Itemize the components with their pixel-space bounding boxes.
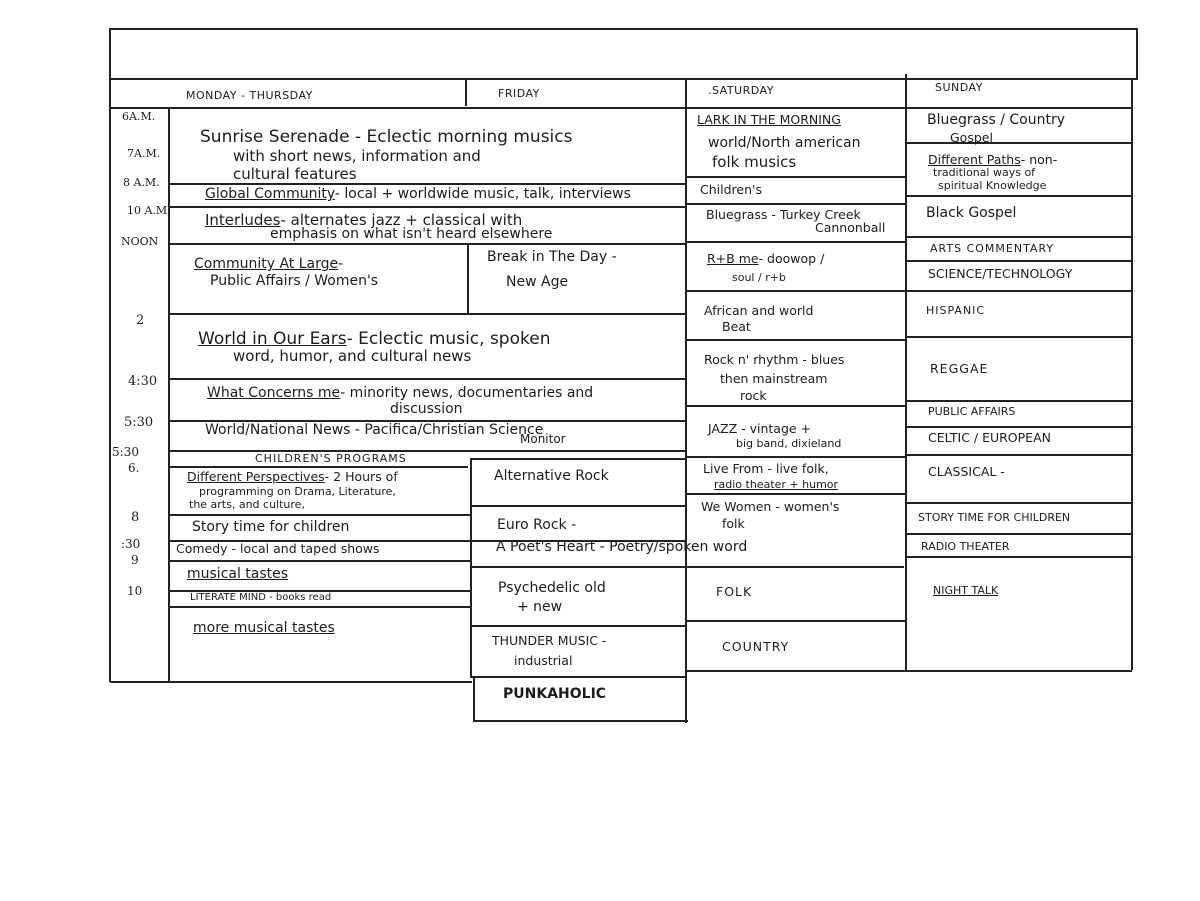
program-radio-theater: RADIO THEATER xyxy=(921,540,1010,553)
program-rock-line3: rock xyxy=(740,388,767,403)
program-folk: FOLK xyxy=(716,584,753,599)
program-hispanic: HISPANIC xyxy=(926,304,986,317)
program-rb-line2: soul / r+b xyxy=(732,271,786,284)
program-rock-n-rhythm: Rock n' rhythm - blues xyxy=(704,352,845,367)
frame-left xyxy=(109,28,111,682)
program-different-paths: Different Paths- non- xyxy=(928,152,1058,167)
frame-right xyxy=(1136,28,1138,78)
program-poets-heart: A Poet's Heart - Poetry/spoken word xyxy=(496,539,748,555)
time-9pm: 9 xyxy=(131,553,139,567)
program-black-gospel: Black Gospel xyxy=(926,205,1017,221)
program-celtic-european: CELTIC / EUROPEAN xyxy=(928,430,1051,445)
frame-bottom-right xyxy=(686,670,1132,672)
time-10am: 10 A.M. xyxy=(127,204,171,217)
program-bluegrass-country: Bluegrass / Country xyxy=(927,112,1066,128)
header-top-line xyxy=(110,78,1138,80)
program-paths-line2: traditional ways of xyxy=(933,166,1036,179)
time-6pm: 6. xyxy=(128,461,140,475)
program-more-musical-tastes: more musical tastes xyxy=(193,620,335,636)
program-different-perspectives: Different Perspectives- 2 Hours of xyxy=(187,469,398,484)
time-8am: 8 A.M. xyxy=(123,176,160,189)
program-interludes-line2: emphasis on what isn't heard elsewhere xyxy=(270,226,553,242)
program-childrens-programs: CHILDREN'S PROGRAMS xyxy=(255,452,407,465)
program-science-technology: SCIENCE/TECHNOLOGY xyxy=(928,266,1073,281)
time-8pm: 8 xyxy=(131,510,140,525)
program-bluegrass-gospel: Gospel xyxy=(950,130,993,145)
program-title: Global Community xyxy=(205,186,335,202)
col-sunday xyxy=(905,74,907,672)
program-community-at-large: Community At Large- xyxy=(194,256,344,272)
program-jazz-line2: big band, dixieland xyxy=(736,437,842,450)
program-global-community: Global Community- local + worldwide music, talk, interviews xyxy=(205,186,631,202)
program-diff-line3: the arts, and culture, xyxy=(189,498,305,511)
program-we-women: We Women - women's xyxy=(701,499,840,514)
frame-right-lower xyxy=(1131,78,1133,670)
program-news-line2: Monitor xyxy=(520,432,566,446)
program-reggae: REGGAE xyxy=(930,361,989,376)
program-night-talk: NIGHT TALK xyxy=(933,584,999,597)
time-430: 4:30 xyxy=(128,374,158,389)
header-mon-thu: MONDAY - THURSDAY xyxy=(186,89,313,102)
header-sunday: SUNDAY xyxy=(935,81,983,94)
col-punk-left xyxy=(473,676,475,722)
program-bluegrass-turkey-creek: Bluegrass - Turkey Creek xyxy=(706,207,861,222)
program-rock-line2: then mainstream xyxy=(720,371,828,386)
program-lark-line2: world/North american xyxy=(708,135,861,151)
program-lark-line3: folk musics xyxy=(712,153,797,171)
program-punkaholic: PUNKAHOLIC xyxy=(503,686,607,702)
program-public-affairs: PUBLIC AFFAIRS xyxy=(928,405,1016,418)
program-lark-in-the-morning: LARK IN THE MORNING xyxy=(697,112,841,127)
time-2: 2 xyxy=(136,313,145,328)
col-time xyxy=(168,107,170,682)
program-sunrise-line2: with short news, information and xyxy=(233,147,481,165)
frame-bottom xyxy=(110,681,472,683)
program-concerns-line2: discussion xyxy=(390,401,463,417)
program-african-world-beat: African and world xyxy=(704,303,814,318)
program-community-line2: Public Affairs / Women's xyxy=(210,273,379,289)
frame-top xyxy=(110,28,1138,30)
program-interludes: Interludes- alternates jazz + classical with xyxy=(205,211,523,229)
col-friday-break xyxy=(467,243,469,313)
program-new-age: New Age xyxy=(506,274,569,290)
program-sunrise-line3: cultural features xyxy=(233,165,357,183)
program-african-line2: Beat xyxy=(722,319,751,334)
program-literate-mind: LITERATE MIND - books read xyxy=(190,592,332,603)
program-story-time: Story time for children xyxy=(192,519,350,535)
program-rb-me: R+B me- doowop / xyxy=(707,251,825,266)
program-live-from: Live From - live folk, xyxy=(703,461,829,476)
program-live-line2: radio theater + humor xyxy=(714,478,839,491)
program-arts-commentary: ARTS COMMENTARY xyxy=(930,242,1055,255)
header-friday: FRIDAY xyxy=(498,87,540,100)
program-paths-line3: spiritual Knowledge xyxy=(938,179,1047,192)
program-childrens: Children's xyxy=(700,182,762,197)
time-10pm: 10 xyxy=(127,584,143,598)
program-psychedelic: Psychedelic old xyxy=(498,580,606,596)
program-sunrise-line1: Sunrise Serenade - Eclectic morning musics xyxy=(200,127,573,147)
program-diff-line2: programming on Drama, Literature, xyxy=(199,485,396,498)
time-530b: 5:30 xyxy=(112,445,139,459)
col-friday-header xyxy=(465,80,467,106)
header-saturday: .SATURDAY xyxy=(708,84,774,97)
program-jazz: JAZZ - vintage + xyxy=(708,421,812,436)
time-530a: 5:30 xyxy=(124,415,154,430)
program-thunder-line2: industrial xyxy=(514,653,573,668)
program-thunder-music: THUNDER MUSIC - xyxy=(492,633,607,648)
program-what-concerns-me: What Concerns me- minority news, documentaries and xyxy=(207,385,594,401)
program-musical-tastes: musical tastes xyxy=(187,566,289,582)
program-bluegrass-line2: Cannonball xyxy=(815,220,886,235)
time-6am: 6A.M. xyxy=(122,110,156,123)
program-world-ears-line2: word, humor, and cultural news xyxy=(233,347,472,365)
time-7am: 7A.M. xyxy=(127,147,161,160)
program-classical: CLASSICAL - xyxy=(928,464,1005,479)
time-830: :30 xyxy=(121,537,141,551)
program-world-national-news: World/National News - Pacifica/Christian Science xyxy=(205,422,544,438)
program-break-in-the-day: Break in The Day - xyxy=(487,249,617,265)
header-bottom-line xyxy=(110,107,1132,109)
program-psychedelic-line2: + new xyxy=(517,599,563,615)
program-story-time-sunday: STORY TIME FOR CHILDREN xyxy=(918,511,1071,524)
program-world-in-our-ears: World in Our Ears- Eclectic music, spoken xyxy=(198,329,551,349)
program-comedy: Comedy - local and taped shows xyxy=(176,541,380,556)
time-noon: NOON xyxy=(121,235,159,248)
program-alternative-rock: Alternative Rock xyxy=(494,468,609,484)
program-we-women-line2: folk xyxy=(722,516,745,531)
program-country: COUNTRY xyxy=(722,639,790,654)
program-euro-rock: Euro Rock - xyxy=(497,517,577,533)
